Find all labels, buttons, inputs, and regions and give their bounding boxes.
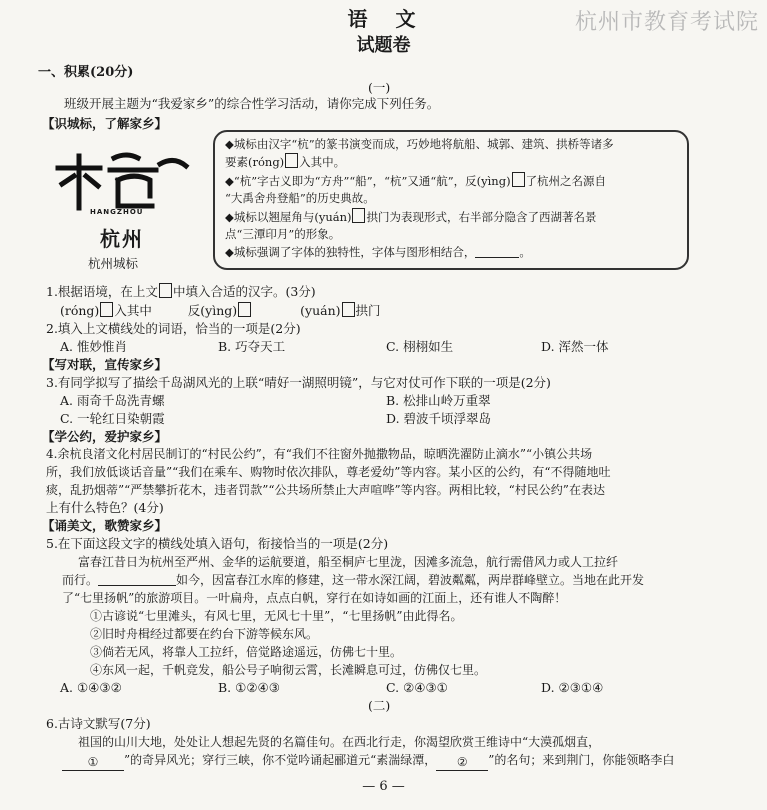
q5-sentence-1: ①古谚说“七里滩头，有风七里，无风七十里”，“七里扬帆”由此得名。 xyxy=(90,609,463,623)
hangzhou-city-logo xyxy=(52,150,192,235)
q3-stem: 3.有同学拟写了描绘千岛湖风光的上联“晴好一湖照明镜”，与它对仗可作下联的一项是(2分) xyxy=(46,375,551,390)
callout-line-7-end: 。 xyxy=(519,244,531,259)
q5-sentence-3: ③倘若无风，将靠人工拉纤，倍觉路途遥远，仿佛七十里。 xyxy=(90,645,403,659)
callout-line-2b: 入其中。 xyxy=(299,155,346,170)
task-heading-2: 【写对联，宣传家乡】 xyxy=(42,357,168,372)
q4-line-1: 4.余杭良渚文化村居民制订的“村民公约”，有“我们不往窗外抛撒物品，晾晒洗濯防止滴水”“小镇公共场 xyxy=(46,447,593,461)
q3-option-b[interactable]: B. 松排山岭万重翠 xyxy=(386,393,491,408)
q5-passage-1: 富春江昔日为杭州至严州、金华的运航要道，船至桐庐七里泷，因滩多流急，航行需借风力或人工拉纤 xyxy=(78,555,619,569)
q3-option-a[interactable]: A. 雨奇千岛洗青螺 xyxy=(60,393,165,408)
q4-line-4: 上有什么特色？(4分) xyxy=(46,500,164,515)
q6-blank-2[interactable]: ② xyxy=(436,754,488,771)
logo-description-callout xyxy=(213,130,689,270)
q6-stem: 6.古诗文默写(7分) xyxy=(46,716,151,731)
answer-box-ying[interactable] xyxy=(238,302,251,317)
callout-line-6: 点“三潭印月”的形象。 xyxy=(225,227,341,242)
callout-line-5b: 拱门为表现形式，右半部分隐含了西湖著名景 xyxy=(366,209,597,224)
part-mark-1: (一) xyxy=(368,80,391,95)
q5-passage-2: 而行。 如今，因富春江水库的修建，这一带水深江阔，碧波粼粼，两岸群峰壁立。当地在此开发 xyxy=(62,573,645,587)
answer-box-rong[interactable] xyxy=(100,302,113,317)
callout-line-7: ◆城标强调了字体的独特性，字体与图形相结合， xyxy=(225,244,476,259)
q4-line-3: 痰，乱扔烟蒂”“严禁攀折花木，违者罚款”“公共场所禁止大声喧哗”等内容。两相比较，“村民公约”在表达 xyxy=(46,483,605,497)
blank-box-yuan[interactable] xyxy=(352,208,365,223)
blank-box-rong[interactable] xyxy=(285,153,298,168)
page-subtitle: 试题卷 xyxy=(356,35,411,56)
q2-stem: 2.填入上文横线处的词语，恰当的一项是(2分) xyxy=(46,321,301,336)
blank-box-ying[interactable] xyxy=(512,172,525,187)
q6-blank-1[interactable]: ① xyxy=(62,754,124,771)
callout-line-2a: 要素(róng) xyxy=(225,155,285,170)
q5-option-c[interactable]: C. ②④③① xyxy=(386,680,448,695)
q6-passage-1: 祖国的山川大地，处处让人想起先贤的名篇佳句。在西北行走，你渴望欣赏王维诗中“大漠孤烟直， xyxy=(78,735,601,749)
task-heading-1: 【识城标，了解家乡】 xyxy=(42,116,168,131)
answer-box-yuan[interactable] xyxy=(342,302,355,317)
q4-line-2: 所，我们放低谈话音量”“我们在乘车、购物时依次排队，尊老爱幼”等内容。某小区的公约，有“不得随地吐 xyxy=(46,465,611,479)
logo-label: 杭州城标 xyxy=(88,256,139,271)
q1-stem: 1.根据语境，在上文 中填入合适的汉字。(3分) xyxy=(46,284,316,299)
q2-option-c[interactable]: C. 栩栩如生 xyxy=(386,339,454,354)
logo-caption-zh: 杭州 xyxy=(100,227,144,251)
q5-sentence-4: ④东风一起，千帆竞发，船公号子响彻云霄，长滩瞬息可过，仿佛仅七里。 xyxy=(90,663,487,677)
q5-stem: 5.在下面这段文字的横线处填入语句，衔接恰当的一项是(2分) xyxy=(46,536,389,551)
blank-line-q2[interactable] xyxy=(475,257,519,258)
task-heading-3: 【学公约，爱护家乡】 xyxy=(42,429,168,444)
q5-option-b[interactable]: B. ①②④③ xyxy=(218,680,280,695)
q6-passage-2: ① ”的奇异风光；穿行三峡，你不觉吟诵起郦道元“素湍绿潭， ② ”的名句；来到荆门，你能领略李白 xyxy=(62,752,674,771)
q2-option-b[interactable]: B. 巧夺天工 xyxy=(218,339,286,354)
watermark: 杭州市教育考试院 xyxy=(574,10,759,35)
callout-line-1: ◆城标由汉字“杭”的篆书演变而成，巧妙地将航船、城郭、建筑、拱桥等诸多 xyxy=(225,137,614,151)
q3-option-c[interactable]: C. 一轮红日染朝霞 xyxy=(60,411,165,426)
q3-option-d[interactable]: D. 碧波千顷浮翠岛 xyxy=(386,411,492,426)
callout-line-4: “大禹舍舟登船”的历史典故。 xyxy=(225,191,375,206)
q5-option-d[interactable]: D. ②③①④ xyxy=(541,680,604,695)
logo-caption-en: HANGZHOU xyxy=(90,208,144,216)
section-heading-1: 一、积累(20分) xyxy=(38,65,134,80)
intro-text: 班级开展主题为“我爱家乡”的综合性学习活动，请你完成下列任务。 xyxy=(64,96,440,111)
q2-option-d[interactable]: D. 浑然一体 xyxy=(541,339,609,354)
callout-line-3a: ◆“杭”字古义即为“方舟”“船”，“杭”又通“航”，反(yìng) xyxy=(225,173,511,188)
page-title: 语 文 xyxy=(347,7,420,31)
part-mark-2: (二) xyxy=(368,698,391,713)
city-logo-icon xyxy=(52,150,192,214)
q5-blank[interactable] xyxy=(98,585,176,586)
task-heading-4: 【诵美文，歌赞家乡】 xyxy=(42,518,168,533)
blank-box-sample xyxy=(159,283,172,298)
page-number: — 6 — xyxy=(362,779,405,794)
q5-passage-3: 了“七里扬帆”的旅游项目。一叶扁舟，点点白帆，穿行在如诗如画的江面上，还有谁人不陶醉！ xyxy=(62,591,567,605)
q5-option-a[interactable]: A. ①④③② xyxy=(60,680,122,695)
callout-line-5a: ◆城标以翘屋角与(yuán) xyxy=(225,209,352,224)
q1-answers: (róng) 入其中 反(yìng) (yuán) 拱门 xyxy=(60,303,381,318)
q5-sentence-2: ②旧时舟楫经过都要在约台下游等候东风。 xyxy=(90,627,319,641)
callout-line-3b: 了杭州之名源自 xyxy=(525,173,607,188)
q2-option-a[interactable]: A. 惟妙惟肖 xyxy=(60,339,127,354)
